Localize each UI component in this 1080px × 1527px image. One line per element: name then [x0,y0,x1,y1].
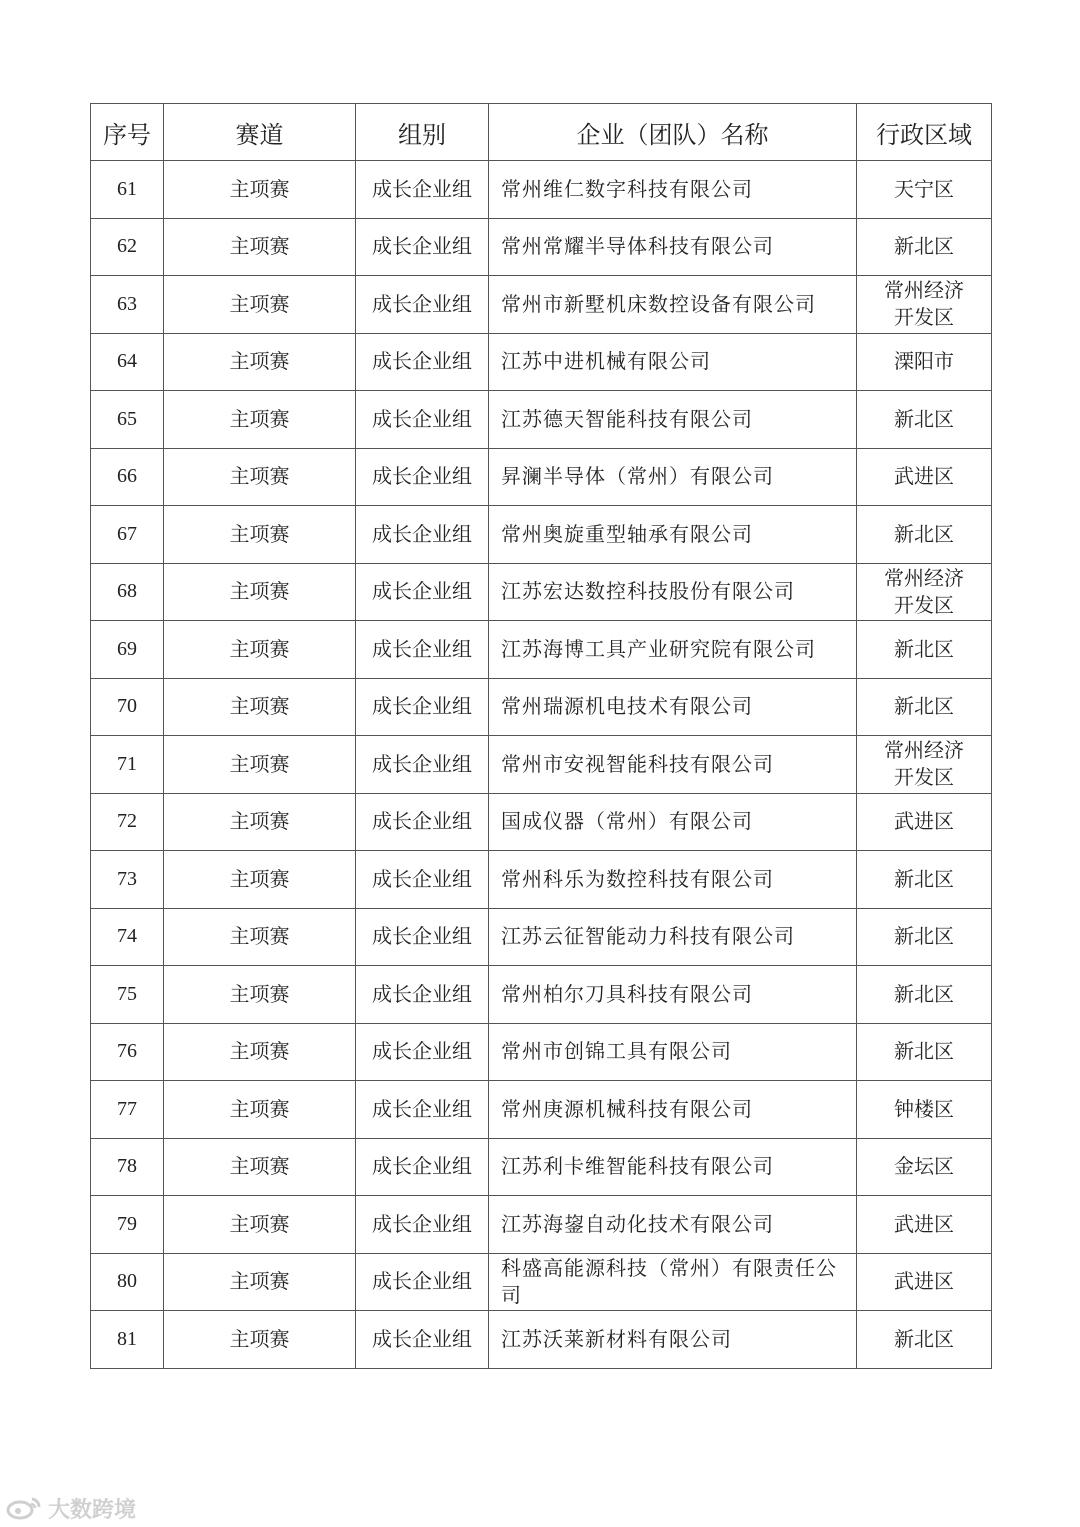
cell-group: 成长企业组 [356,391,489,449]
table-row [91,966,992,1024]
cell-company-name: 常州维仁数字科技有限公司 [489,161,857,219]
table-row [91,218,992,276]
cell-company-name: 江苏利卡维智能科技有限公司 [489,1138,857,1196]
table-row [91,1311,992,1369]
cell-group: 成长企业组 [356,276,489,334]
cell-company-name: 科盛高能源科技（常州）有限责任公司 [489,1253,857,1311]
region-text: 新北区 [894,1326,954,1351]
cell-region [857,1311,992,1369]
table-header-row [91,104,992,161]
cell-group: 成长企业组 [356,966,489,1024]
cell-group: 成长企业组 [356,1138,489,1196]
cell-serial-number: 76 [91,1023,164,1081]
region-text: 钟楼区 [894,1096,954,1121]
cell-group: 成长企业组 [356,161,489,219]
cell-serial-number: 73 [91,851,164,909]
region-text: 新北区 [894,981,954,1006]
cell-track: 主项赛 [164,333,356,391]
region-text: 常州经济开发区 [884,278,964,330]
region-text: 新北区 [894,694,954,719]
cell-region [857,563,992,621]
table-row [91,333,992,391]
table-row [91,391,992,449]
cell-serial-number: 74 [91,908,164,966]
region-text: 天宁区 [894,176,954,201]
cell-track: 主项赛 [164,1311,356,1369]
cell-region [857,161,992,219]
cell-company-name: 江苏德天智能科技有限公司 [489,391,857,449]
cell-company-name: 常州奥旋重型轴承有限公司 [489,506,857,564]
cell-company-name: 江苏中进机械有限公司 [489,333,857,391]
cell-region [857,908,992,966]
cell-company-name: 常州瑞源机电技术有限公司 [489,678,857,736]
cell-region [857,621,992,679]
cell-group: 成长企业组 [356,1196,489,1254]
table-row [91,1023,992,1081]
table-row [91,1081,992,1139]
cell-track: 主项赛 [164,218,356,276]
cell-region [857,218,992,276]
watermark [6,1490,136,1526]
cell-group: 成长企业组 [356,218,489,276]
table-row [91,1253,992,1311]
cell-serial-number: 70 [91,678,164,736]
cell-company-name: 常州市创锦工具有限公司 [489,1023,857,1081]
cell-track: 主项赛 [164,793,356,851]
cell-track: 主项赛 [164,276,356,334]
cell-region [857,678,992,736]
header-region: 行政区域 [857,104,992,161]
cell-serial-number: 69 [91,621,164,679]
cell-region [857,333,992,391]
cell-group: 成长企业组 [356,448,489,506]
cell-serial-number: 61 [91,161,164,219]
cell-company-name: 常州庚源机械科技有限公司 [489,1081,857,1139]
table-row [91,851,992,909]
cell-serial-number: 62 [91,218,164,276]
cell-region [857,1138,992,1196]
cell-region [857,276,992,334]
cell-serial-number: 78 [91,1138,164,1196]
cell-serial-number: 80 [91,1253,164,1311]
weibo-logo-icon [6,1495,44,1521]
table-row [91,908,992,966]
region-text: 武进区 [894,464,954,489]
table-row [91,678,992,736]
cell-group: 成长企业组 [356,1023,489,1081]
cell-company-name: 江苏宏达数控科技股份有限公司 [489,563,857,621]
header-group: 组别 [356,104,489,161]
cell-region [857,1081,992,1139]
cell-track: 主项赛 [164,1138,356,1196]
cell-company-name: 江苏海博工具产业研究院有限公司 [489,621,857,679]
table-row [91,563,992,621]
cell-group: 成长企业组 [356,736,489,794]
cell-track: 主项赛 [164,908,356,966]
cell-track: 主项赛 [164,1253,356,1311]
region-text: 新北区 [894,636,954,661]
cell-region [857,736,992,794]
region-text: 新北区 [894,924,954,949]
cell-track: 主项赛 [164,736,356,794]
cell-company-name: 国成仪器（常州）有限公司 [489,793,857,851]
cell-company-name: 江苏云征智能动力科技有限公司 [489,908,857,966]
cell-serial-number: 75 [91,966,164,1024]
cell-serial-number: 71 [91,736,164,794]
cell-group: 成长企业组 [356,621,489,679]
cell-region [857,793,992,851]
cell-region [857,448,992,506]
cell-track: 主项赛 [164,563,356,621]
table-row [91,1196,992,1254]
cell-serial-number: 81 [91,1311,164,1369]
cell-serial-number: 66 [91,448,164,506]
cell-group: 成长企业组 [356,851,489,909]
cell-company-name: 常州市安视智能科技有限公司 [489,736,857,794]
cell-company-name: 常州常耀半导体科技有限公司 [489,218,857,276]
cell-track: 主项赛 [164,621,356,679]
cell-group: 成长企业组 [356,506,489,564]
cell-serial-number: 64 [91,333,164,391]
cell-region [857,506,992,564]
region-text: 新北区 [894,1039,954,1064]
table-body [91,161,992,1369]
region-text: 金坛区 [894,1154,954,1179]
cell-serial-number: 68 [91,563,164,621]
cell-track: 主项赛 [164,1023,356,1081]
cell-company-name: 常州科乐为数控科技有限公司 [489,851,857,909]
cell-company-name: 昇澜半导体（常州）有限公司 [489,448,857,506]
cell-group: 成长企业组 [356,908,489,966]
watermark-text: 大数跨境 [48,1497,137,1523]
table-row [91,1138,992,1196]
cell-serial-number: 63 [91,276,164,334]
cell-company-name: 常州市新墅机床数控设备有限公司 [489,276,857,334]
header-company-name: 企业（团队）名称 [489,104,857,161]
cell-group: 成长企业组 [356,678,489,736]
cell-company-name: 江苏沃莱新材料有限公司 [489,1311,857,1369]
cell-track: 主项赛 [164,966,356,1024]
cell-serial-number: 65 [91,391,164,449]
region-text: 武进区 [894,1269,954,1294]
region-text: 武进区 [894,809,954,834]
table-row [91,793,992,851]
cell-region [857,966,992,1024]
region-text: 新北区 [894,406,954,431]
cell-serial-number: 79 [91,1196,164,1254]
region-text: 溧阳市 [894,349,954,374]
cell-region [857,1196,992,1254]
region-text: 新北区 [894,521,954,546]
cell-track: 主项赛 [164,506,356,564]
cell-track: 主项赛 [164,1081,356,1139]
table-row [91,506,992,564]
cell-serial-number: 77 [91,1081,164,1139]
table-row [91,276,992,334]
cell-serial-number: 72 [91,793,164,851]
header-serial-number: 序号 [91,104,164,161]
region-text: 新北区 [894,234,954,259]
cell-group: 成长企业组 [356,1253,489,1311]
results-table-container [90,103,991,1369]
cell-company-name: 常州柏尔刀具科技有限公司 [489,966,857,1024]
cell-track: 主项赛 [164,448,356,506]
cell-company-name: 江苏海鋆自动化技术有限公司 [489,1196,857,1254]
header-track: 赛道 [164,104,356,161]
region-text: 常州经济开发区 [884,738,964,790]
table-row [91,621,992,679]
cell-group: 成长企业组 [356,793,489,851]
region-text: 常州经济开发区 [884,565,964,617]
cell-group: 成长企业组 [356,333,489,391]
cell-region [857,851,992,909]
cell-track: 主项赛 [164,391,356,449]
cell-region [857,1023,992,1081]
region-text: 武进区 [894,1211,954,1236]
cell-track: 主项赛 [164,851,356,909]
cell-group: 成长企业组 [356,1081,489,1139]
cell-track: 主项赛 [164,1196,356,1254]
cell-region [857,391,992,449]
cell-group: 成长企业组 [356,563,489,621]
table-row [91,736,992,794]
cell-serial-number: 67 [91,506,164,564]
cell-track: 主项赛 [164,678,356,736]
cell-group: 成长企业组 [356,1311,489,1369]
table-row [91,448,992,506]
table-row [91,161,992,219]
cell-track: 主项赛 [164,161,356,219]
region-text: 新北区 [894,866,954,891]
cell-region [857,1253,992,1311]
results-table [90,103,992,1369]
